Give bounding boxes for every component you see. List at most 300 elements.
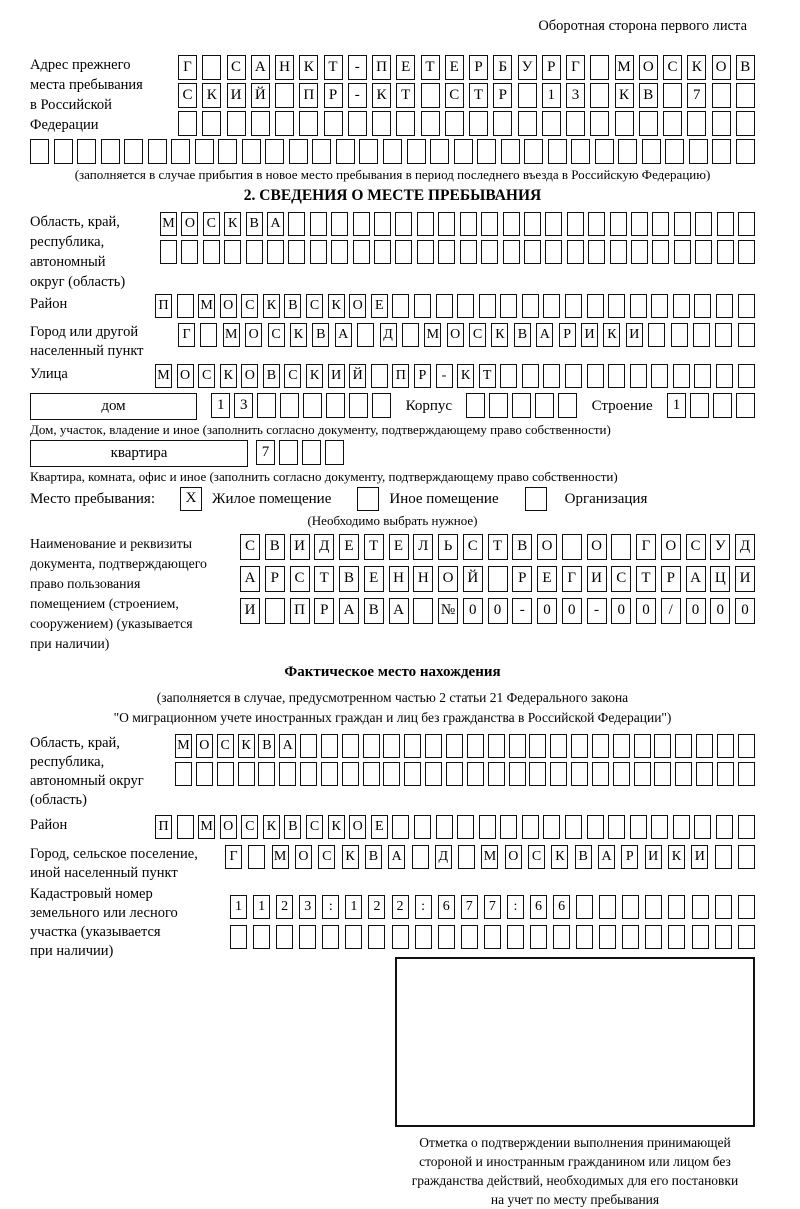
- char-box[interactable]: [716, 294, 733, 318]
- checkbox-other-premises[interactable]: [357, 487, 379, 511]
- char-box[interactable]: А: [240, 566, 260, 592]
- char-box[interactable]: Е: [371, 294, 388, 318]
- char-box[interactable]: [322, 925, 339, 949]
- char-box[interactable]: [217, 762, 234, 786]
- char-box[interactable]: [481, 240, 498, 264]
- char-box[interactable]: 7: [461, 895, 478, 919]
- char-box[interactable]: П: [155, 294, 172, 318]
- char-box[interactable]: И: [227, 83, 246, 108]
- char-box[interactable]: К: [238, 734, 255, 758]
- char-box[interactable]: [353, 240, 370, 264]
- char-box[interactable]: 2: [392, 895, 409, 919]
- char-box[interactable]: [392, 294, 409, 318]
- char-box[interactable]: [202, 55, 221, 80]
- char-box[interactable]: Р: [265, 566, 285, 592]
- char-box[interactable]: Е: [445, 55, 464, 80]
- char-box[interactable]: О: [245, 323, 262, 347]
- char-box[interactable]: [460, 240, 477, 264]
- char-box[interactable]: [288, 240, 305, 264]
- char-box[interactable]: [717, 734, 734, 758]
- char-box[interactable]: [736, 111, 755, 136]
- char-box[interactable]: [500, 364, 517, 388]
- char-box[interactable]: [545, 212, 562, 236]
- char-box[interactable]: С: [306, 294, 323, 318]
- char-box[interactable]: И: [581, 323, 598, 347]
- char-box[interactable]: К: [202, 83, 221, 108]
- char-box[interactable]: С: [528, 845, 545, 869]
- char-box[interactable]: Ц: [710, 566, 730, 592]
- char-box[interactable]: [383, 139, 402, 164]
- char-box[interactable]: [425, 734, 442, 758]
- char-box[interactable]: В: [365, 845, 382, 869]
- char-box[interactable]: [696, 734, 713, 758]
- char-box[interactable]: [383, 734, 400, 758]
- char-box[interactable]: 0: [611, 598, 631, 624]
- char-box[interactable]: С: [663, 55, 682, 80]
- char-box[interactable]: [101, 139, 120, 164]
- char-box[interactable]: [275, 83, 294, 108]
- char-box[interactable]: [280, 393, 299, 418]
- char-box[interactable]: [300, 762, 317, 786]
- char-box[interactable]: [342, 762, 359, 786]
- char-box[interactable]: [488, 734, 505, 758]
- char-box[interactable]: [738, 212, 755, 236]
- char-box[interactable]: :: [322, 895, 339, 919]
- char-box[interactable]: [253, 925, 270, 949]
- char-box[interactable]: 7: [484, 895, 501, 919]
- char-box[interactable]: [529, 734, 546, 758]
- char-box[interactable]: [372, 393, 391, 418]
- char-box[interactable]: 2: [368, 895, 385, 919]
- char-box[interactable]: [663, 83, 682, 108]
- char-box[interactable]: [302, 440, 321, 465]
- char-box[interactable]: [738, 734, 755, 758]
- char-box[interactable]: [203, 240, 220, 264]
- char-box[interactable]: [467, 734, 484, 758]
- char-box[interactable]: Т: [636, 566, 656, 592]
- char-box[interactable]: М: [160, 212, 177, 236]
- char-box[interactable]: [467, 762, 484, 786]
- char-box[interactable]: [716, 364, 733, 388]
- char-box[interactable]: В: [736, 55, 755, 80]
- char-box[interactable]: О: [177, 364, 194, 388]
- char-box[interactable]: [715, 845, 732, 869]
- char-box[interactable]: [599, 925, 616, 949]
- char-box[interactable]: [588, 240, 605, 264]
- char-box[interactable]: В: [364, 598, 384, 624]
- char-box[interactable]: [613, 734, 630, 758]
- char-box[interactable]: О: [438, 566, 458, 592]
- char-box[interactable]: [395, 212, 412, 236]
- char-box[interactable]: К: [220, 364, 237, 388]
- char-box[interactable]: [689, 139, 708, 164]
- char-box[interactable]: [692, 895, 709, 919]
- char-box[interactable]: Р: [414, 364, 431, 388]
- char-box[interactable]: Т: [324, 55, 343, 80]
- char-box[interactable]: С: [268, 323, 285, 347]
- char-box[interactable]: О: [712, 55, 731, 80]
- char-box[interactable]: 7: [687, 83, 706, 108]
- char-box[interactable]: Е: [396, 55, 415, 80]
- char-box[interactable]: [693, 323, 710, 347]
- char-box[interactable]: О: [447, 323, 464, 347]
- char-box[interactable]: Г: [225, 845, 242, 869]
- char-box[interactable]: Р: [493, 83, 512, 108]
- char-box[interactable]: В: [512, 534, 532, 560]
- char-box[interactable]: Б: [493, 55, 512, 80]
- char-box[interactable]: О: [220, 815, 237, 839]
- char-box[interactable]: [246, 240, 263, 264]
- char-box[interactable]: №: [438, 598, 458, 624]
- char-box[interactable]: [665, 139, 684, 164]
- char-box[interactable]: [436, 815, 453, 839]
- char-box[interactable]: И: [290, 534, 310, 560]
- char-box[interactable]: 7: [256, 440, 275, 465]
- char-box[interactable]: [634, 762, 651, 786]
- char-box[interactable]: [590, 111, 609, 136]
- char-box[interactable]: [738, 294, 755, 318]
- char-box[interactable]: [611, 534, 631, 560]
- char-box[interactable]: [331, 240, 348, 264]
- char-box[interactable]: [395, 240, 412, 264]
- char-box[interactable]: О: [639, 55, 658, 80]
- char-box[interactable]: [417, 240, 434, 264]
- char-box[interactable]: [565, 815, 582, 839]
- char-box[interactable]: [503, 240, 520, 264]
- char-box[interactable]: У: [518, 55, 537, 80]
- char-box[interactable]: [321, 734, 338, 758]
- char-box[interactable]: [177, 294, 194, 318]
- char-box[interactable]: С: [469, 323, 486, 347]
- char-box[interactable]: Н: [389, 566, 409, 592]
- char-box[interactable]: Р: [314, 598, 334, 624]
- char-box[interactable]: [608, 294, 625, 318]
- char-box[interactable]: Д: [735, 534, 755, 560]
- char-box[interactable]: [651, 294, 668, 318]
- char-box[interactable]: Т: [364, 534, 384, 560]
- char-box[interactable]: Р: [559, 323, 576, 347]
- char-box[interactable]: [466, 393, 485, 418]
- char-box[interactable]: [279, 440, 298, 465]
- char-box[interactable]: С: [198, 364, 215, 388]
- char-box[interactable]: [687, 111, 706, 136]
- char-box[interactable]: [548, 139, 567, 164]
- char-box[interactable]: Г: [562, 566, 582, 592]
- char-box[interactable]: О: [220, 294, 237, 318]
- char-box[interactable]: [654, 734, 671, 758]
- char-box[interactable]: [690, 393, 709, 418]
- char-box[interactable]: [645, 925, 662, 949]
- char-box[interactable]: Г: [178, 55, 197, 80]
- char-box[interactable]: [608, 364, 625, 388]
- char-box[interactable]: К: [224, 212, 241, 236]
- char-box[interactable]: [257, 393, 276, 418]
- char-box[interactable]: А: [536, 323, 553, 347]
- char-box[interactable]: [357, 323, 374, 347]
- char-box[interactable]: 6: [530, 895, 547, 919]
- char-box[interactable]: [648, 323, 665, 347]
- char-box[interactable]: М: [223, 323, 240, 347]
- char-box[interactable]: [371, 364, 388, 388]
- char-box[interactable]: [446, 734, 463, 758]
- char-box[interactable]: В: [639, 83, 658, 108]
- char-box[interactable]: С: [178, 83, 197, 108]
- char-box[interactable]: [530, 925, 547, 949]
- char-box[interactable]: М: [272, 845, 289, 869]
- char-box[interactable]: С: [290, 566, 310, 592]
- char-box[interactable]: К: [615, 83, 634, 108]
- char-box[interactable]: М: [424, 323, 441, 347]
- char-box[interactable]: [587, 815, 604, 839]
- char-box[interactable]: [717, 762, 734, 786]
- char-box[interactable]: [265, 598, 285, 624]
- char-box[interactable]: К: [551, 845, 568, 869]
- char-box[interactable]: К: [299, 55, 318, 80]
- char-box[interactable]: А: [339, 598, 359, 624]
- char-box[interactable]: [493, 111, 512, 136]
- char-box[interactable]: [336, 139, 355, 164]
- char-box[interactable]: Й: [349, 364, 366, 388]
- char-box[interactable]: [312, 139, 331, 164]
- char-box[interactable]: [196, 762, 213, 786]
- char-box[interactable]: [457, 815, 474, 839]
- char-box[interactable]: [363, 734, 380, 758]
- char-box[interactable]: К: [290, 323, 307, 347]
- char-box[interactable]: [651, 364, 668, 388]
- char-box[interactable]: [342, 734, 359, 758]
- char-box[interactable]: [445, 111, 464, 136]
- char-box[interactable]: О: [587, 534, 607, 560]
- char-box[interactable]: Р: [512, 566, 532, 592]
- char-box[interactable]: [348, 111, 367, 136]
- char-box[interactable]: Е: [339, 534, 359, 560]
- char-box[interactable]: [299, 111, 318, 136]
- house-field[interactable]: дом: [30, 393, 197, 420]
- char-box[interactable]: [652, 212, 669, 236]
- char-box[interactable]: [438, 240, 455, 264]
- char-box[interactable]: С: [445, 83, 464, 108]
- char-box[interactable]: [663, 111, 682, 136]
- char-box[interactable]: [535, 393, 554, 418]
- char-box[interactable]: [550, 734, 567, 758]
- checkbox-residential[interactable]: X: [180, 487, 202, 511]
- char-box[interactable]: В: [284, 815, 301, 839]
- char-box[interactable]: О: [241, 364, 258, 388]
- char-box[interactable]: А: [279, 734, 296, 758]
- char-box[interactable]: [610, 240, 627, 264]
- char-box[interactable]: [454, 139, 473, 164]
- char-box[interactable]: 1: [542, 83, 561, 108]
- char-box[interactable]: [630, 815, 647, 839]
- char-box[interactable]: [671, 323, 688, 347]
- char-box[interactable]: В: [265, 534, 285, 560]
- char-box[interactable]: 1: [230, 895, 247, 919]
- char-box[interactable]: [30, 139, 49, 164]
- char-box[interactable]: [438, 925, 455, 949]
- char-box[interactable]: [288, 212, 305, 236]
- char-box[interactable]: В: [575, 845, 592, 869]
- char-box[interactable]: И: [328, 364, 345, 388]
- char-box[interactable]: -: [348, 83, 367, 108]
- char-box[interactable]: [372, 111, 391, 136]
- char-box[interactable]: У: [710, 534, 730, 560]
- char-box[interactable]: [457, 294, 474, 318]
- char-box[interactable]: [265, 139, 284, 164]
- char-box[interactable]: [592, 762, 609, 786]
- char-box[interactable]: К: [687, 55, 706, 80]
- char-box[interactable]: К: [457, 364, 474, 388]
- char-box[interactable]: Т: [421, 55, 440, 80]
- char-box[interactable]: 0: [710, 598, 730, 624]
- char-box[interactable]: Р: [661, 566, 681, 592]
- char-box[interactable]: [488, 762, 505, 786]
- char-box[interactable]: [77, 139, 96, 164]
- char-box[interactable]: [522, 294, 539, 318]
- char-box[interactable]: Й: [463, 566, 483, 592]
- char-box[interactable]: 0: [463, 598, 483, 624]
- char-box[interactable]: С: [686, 534, 706, 560]
- char-box[interactable]: [359, 139, 378, 164]
- char-box[interactable]: 0: [488, 598, 508, 624]
- char-box[interactable]: [712, 111, 731, 136]
- char-box[interactable]: [715, 323, 732, 347]
- char-box[interactable]: [461, 925, 478, 949]
- char-box[interactable]: С: [318, 845, 335, 869]
- char-box[interactable]: О: [349, 294, 366, 318]
- char-box[interactable]: [543, 364, 560, 388]
- char-box[interactable]: [674, 212, 691, 236]
- char-box[interactable]: [571, 734, 588, 758]
- char-box[interactable]: [668, 925, 685, 949]
- char-box[interactable]: Н: [413, 566, 433, 592]
- char-box[interactable]: [310, 240, 327, 264]
- char-box[interactable]: М: [175, 734, 192, 758]
- char-box[interactable]: [430, 139, 449, 164]
- char-box[interactable]: [738, 815, 755, 839]
- char-box[interactable]: [345, 925, 362, 949]
- char-box[interactable]: [160, 240, 177, 264]
- char-box[interactable]: Е: [371, 815, 388, 839]
- checkbox-organization[interactable]: [525, 487, 547, 511]
- char-box[interactable]: [634, 734, 651, 758]
- char-box[interactable]: С: [240, 534, 260, 560]
- char-box[interactable]: [507, 925, 524, 949]
- char-box[interactable]: [484, 925, 501, 949]
- char-box[interactable]: Е: [364, 566, 384, 592]
- char-box[interactable]: [694, 364, 711, 388]
- char-box[interactable]: [631, 212, 648, 236]
- char-box[interactable]: М: [615, 55, 634, 80]
- char-box[interactable]: [124, 139, 143, 164]
- char-box[interactable]: [54, 139, 73, 164]
- char-box[interactable]: В: [312, 323, 329, 347]
- char-box[interactable]: М: [481, 845, 498, 869]
- char-box[interactable]: [195, 139, 214, 164]
- char-box[interactable]: Р: [542, 55, 561, 80]
- char-box[interactable]: [500, 294, 517, 318]
- char-box[interactable]: :: [415, 895, 432, 919]
- char-box[interactable]: 6: [438, 895, 455, 919]
- char-box[interactable]: [178, 111, 197, 136]
- char-box[interactable]: [571, 139, 590, 164]
- char-box[interactable]: [413, 598, 433, 624]
- char-box[interactable]: К: [328, 294, 345, 318]
- char-box[interactable]: [712, 139, 731, 164]
- char-box[interactable]: [402, 323, 419, 347]
- char-box[interactable]: [171, 139, 190, 164]
- char-box[interactable]: [695, 240, 712, 264]
- char-box[interactable]: [639, 111, 658, 136]
- char-box[interactable]: [553, 925, 570, 949]
- char-box[interactable]: [567, 240, 584, 264]
- char-box[interactable]: [353, 212, 370, 236]
- char-box[interactable]: [417, 212, 434, 236]
- char-box[interactable]: [374, 240, 391, 264]
- char-box[interactable]: [717, 212, 734, 236]
- char-box[interactable]: Г: [178, 323, 195, 347]
- char-box[interactable]: [177, 815, 194, 839]
- char-box[interactable]: [713, 393, 732, 418]
- char-box[interactable]: [715, 895, 732, 919]
- char-box[interactable]: [349, 393, 368, 418]
- char-box[interactable]: [407, 139, 426, 164]
- char-box[interactable]: [738, 240, 755, 264]
- char-box[interactable]: [736, 83, 755, 108]
- char-box[interactable]: [415, 925, 432, 949]
- char-box[interactable]: В: [339, 566, 359, 592]
- char-box[interactable]: [587, 294, 604, 318]
- char-box[interactable]: [529, 762, 546, 786]
- char-box[interactable]: [303, 393, 322, 418]
- char-box[interactable]: И: [645, 845, 662, 869]
- char-box[interactable]: [181, 240, 198, 264]
- char-box[interactable]: О: [661, 534, 681, 560]
- char-box[interactable]: [238, 762, 255, 786]
- char-box[interactable]: [692, 925, 709, 949]
- char-box[interactable]: И: [691, 845, 708, 869]
- char-box[interactable]: [565, 364, 582, 388]
- char-box[interactable]: [558, 393, 577, 418]
- char-box[interactable]: [509, 762, 526, 786]
- char-box[interactable]: [618, 139, 637, 164]
- char-box[interactable]: [566, 111, 585, 136]
- char-box[interactable]: [645, 895, 662, 919]
- char-box[interactable]: [248, 845, 265, 869]
- char-box[interactable]: [738, 925, 755, 949]
- char-box[interactable]: [524, 139, 543, 164]
- char-box[interactable]: [479, 294, 496, 318]
- char-box[interactable]: [518, 83, 537, 108]
- char-box[interactable]: Р: [469, 55, 488, 80]
- char-box[interactable]: [550, 762, 567, 786]
- char-box[interactable]: [592, 734, 609, 758]
- char-box[interactable]: [503, 212, 520, 236]
- char-box[interactable]: В: [514, 323, 531, 347]
- char-box[interactable]: 6: [553, 895, 570, 919]
- char-box[interactable]: [717, 240, 734, 264]
- char-box[interactable]: [712, 83, 731, 108]
- char-box[interactable]: [299, 925, 316, 949]
- char-box[interactable]: [383, 762, 400, 786]
- char-box[interactable]: [218, 139, 237, 164]
- char-box[interactable]: :: [507, 895, 524, 919]
- char-box[interactable]: 3: [299, 895, 316, 919]
- char-box[interactable]: П: [290, 598, 310, 624]
- char-box[interactable]: В: [246, 212, 263, 236]
- char-box[interactable]: [524, 212, 541, 236]
- char-box[interactable]: [595, 139, 614, 164]
- char-box[interactable]: [477, 139, 496, 164]
